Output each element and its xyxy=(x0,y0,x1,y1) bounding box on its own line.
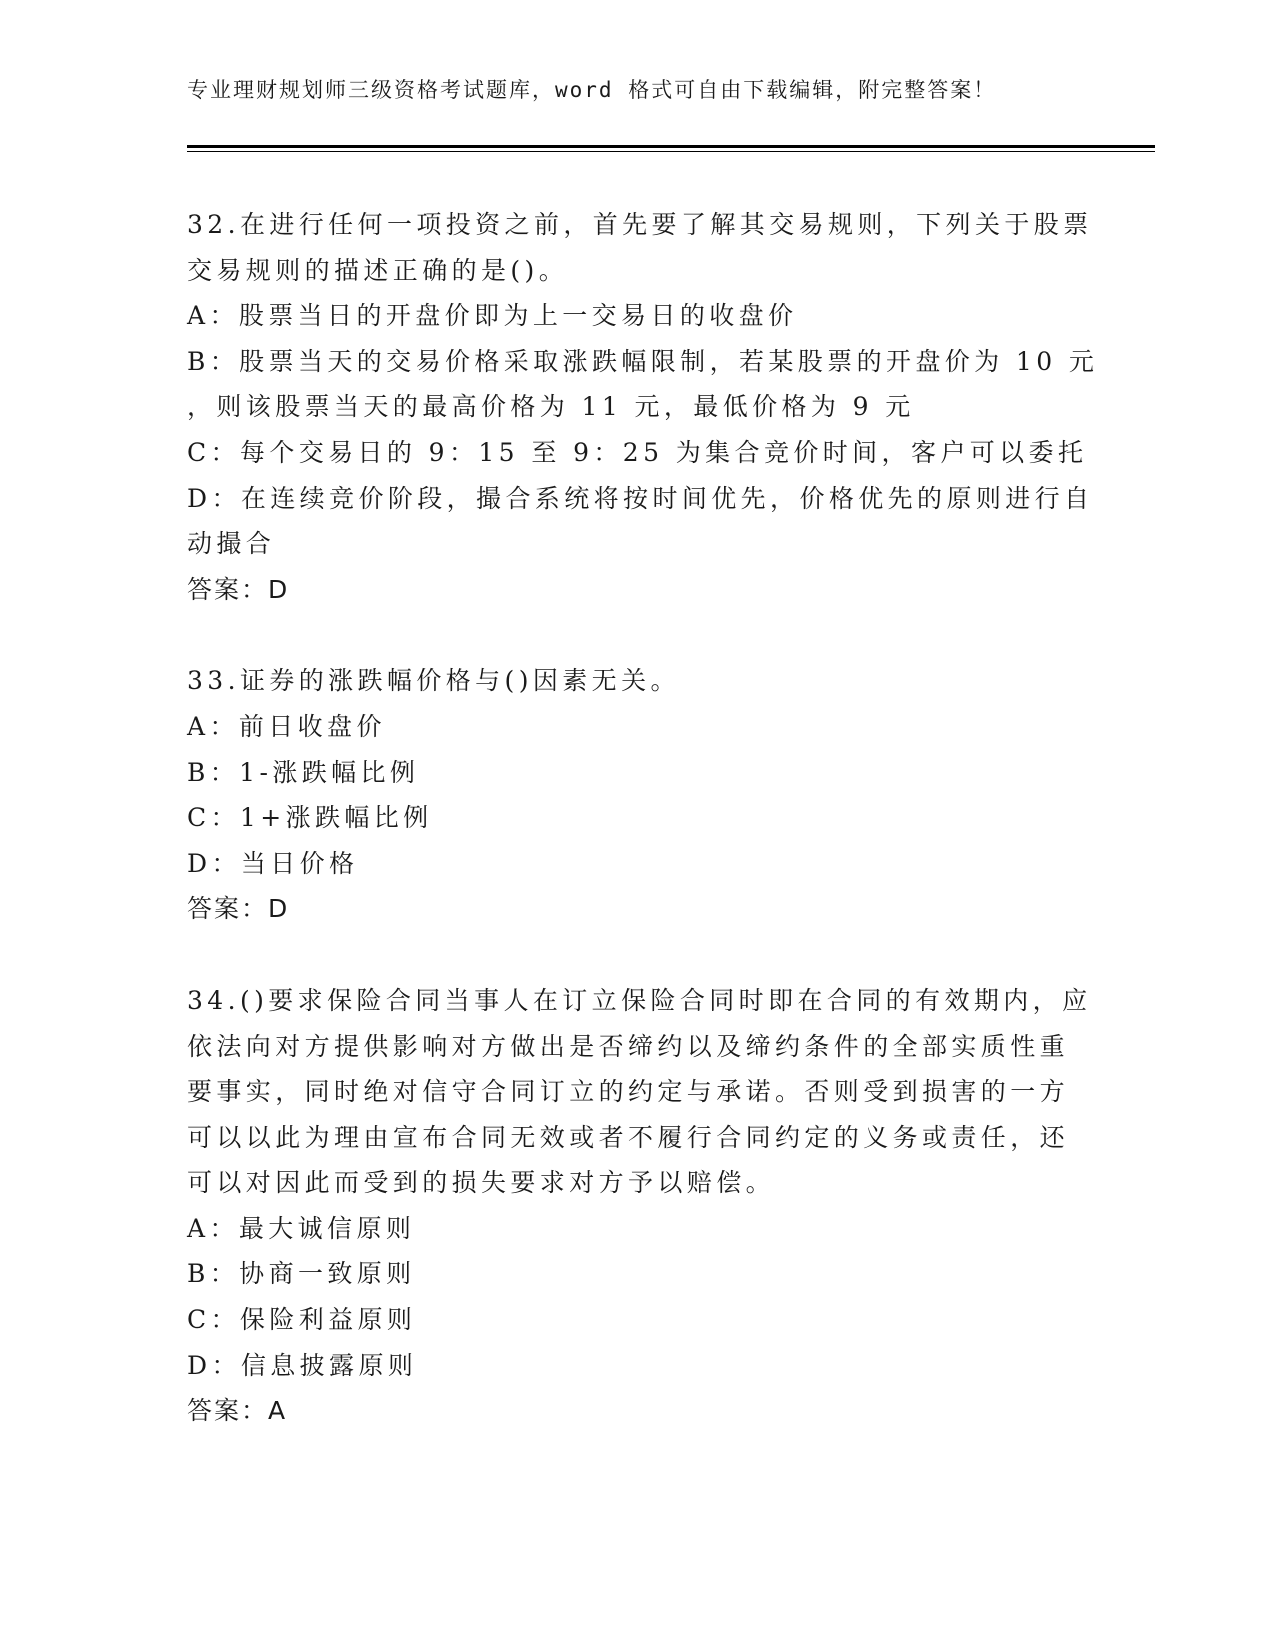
question-list xyxy=(187,202,1099,1480)
header-rule-thin xyxy=(187,151,1155,152)
option-c: C：每个交易日的 9：15 至 9：25 为集合竞价时间，客户可以委托 xyxy=(187,437,1088,467)
option-b: B：协商一致原则 xyxy=(187,1259,416,1289)
header-rule-thick xyxy=(187,145,1155,148)
option-b-continued: ，则该股票当天的最高价格为 11 元，最低价格为 9 元 xyxy=(187,392,915,422)
option-b: B：1-涨跌幅比例 xyxy=(187,757,420,787)
option-a: A：前日收盘价 xyxy=(187,711,386,741)
option-c: C：保险利益原则 xyxy=(187,1305,417,1335)
question-text-line: 要事实，同时绝对信守合同订立的约定与承诺。否则受到损害的一方 xyxy=(187,1077,1070,1107)
question-text-line: 可以以此为理由宣布合同无效或者不履行合同约定的义务或责任，还 xyxy=(187,1122,1070,1152)
question-text-line: 可以对因此而受到的损失要求对方予以赔偿。 xyxy=(187,1168,776,1198)
page-header: 专业理财规划师三级资格考试题库，word 格式可自由下载编辑，附完整答案！ xyxy=(187,78,997,102)
option-b: B：股票当天的交易价格采取涨跌幅限制，若某股票的开盘价为 10 元 xyxy=(187,346,1099,376)
option-a: A：股票当日的开盘价即为上一交易日的收盘价 xyxy=(187,301,798,331)
question-33 xyxy=(187,658,1087,932)
option-d: D：在连续竞价阶段，撮合系统将按时间优先，价格优先的原则进行自 xyxy=(187,483,1094,513)
question-text-line: 依法向对方提供影响对方做出是否缔约以及缔约条件的全部实质性重 xyxy=(187,1031,1070,1061)
answer-label: 答案：D xyxy=(187,574,290,604)
question-text-line: 32.在进行任何一项投资之前，首先要了解其交易规则，下列关于股票 xyxy=(187,210,1093,239)
question-32 xyxy=(187,202,1099,612)
option-d: D：当日价格 xyxy=(187,848,359,878)
question-text-line: 交易规则的描述正确的是()。 xyxy=(187,255,569,285)
question-text-line: 34.()要求保险合同当事人在订立保险合同时即在合同的有效期内，应 xyxy=(187,985,1092,1015)
option-d-continued: 动撮合 xyxy=(187,529,276,559)
option-d: D：信息披露原则 xyxy=(187,1350,418,1380)
option-c: C：1+涨跌幅比例 xyxy=(187,803,433,833)
question-text-line: 33.证券的涨跌幅价格与()因素无关。 xyxy=(187,666,680,696)
answer-label: 答案：A xyxy=(187,1396,288,1426)
answer-label: 答案：D xyxy=(187,894,290,924)
question-34 xyxy=(187,978,1092,1434)
option-a: A：最大诚信原则 xyxy=(187,1213,416,1243)
